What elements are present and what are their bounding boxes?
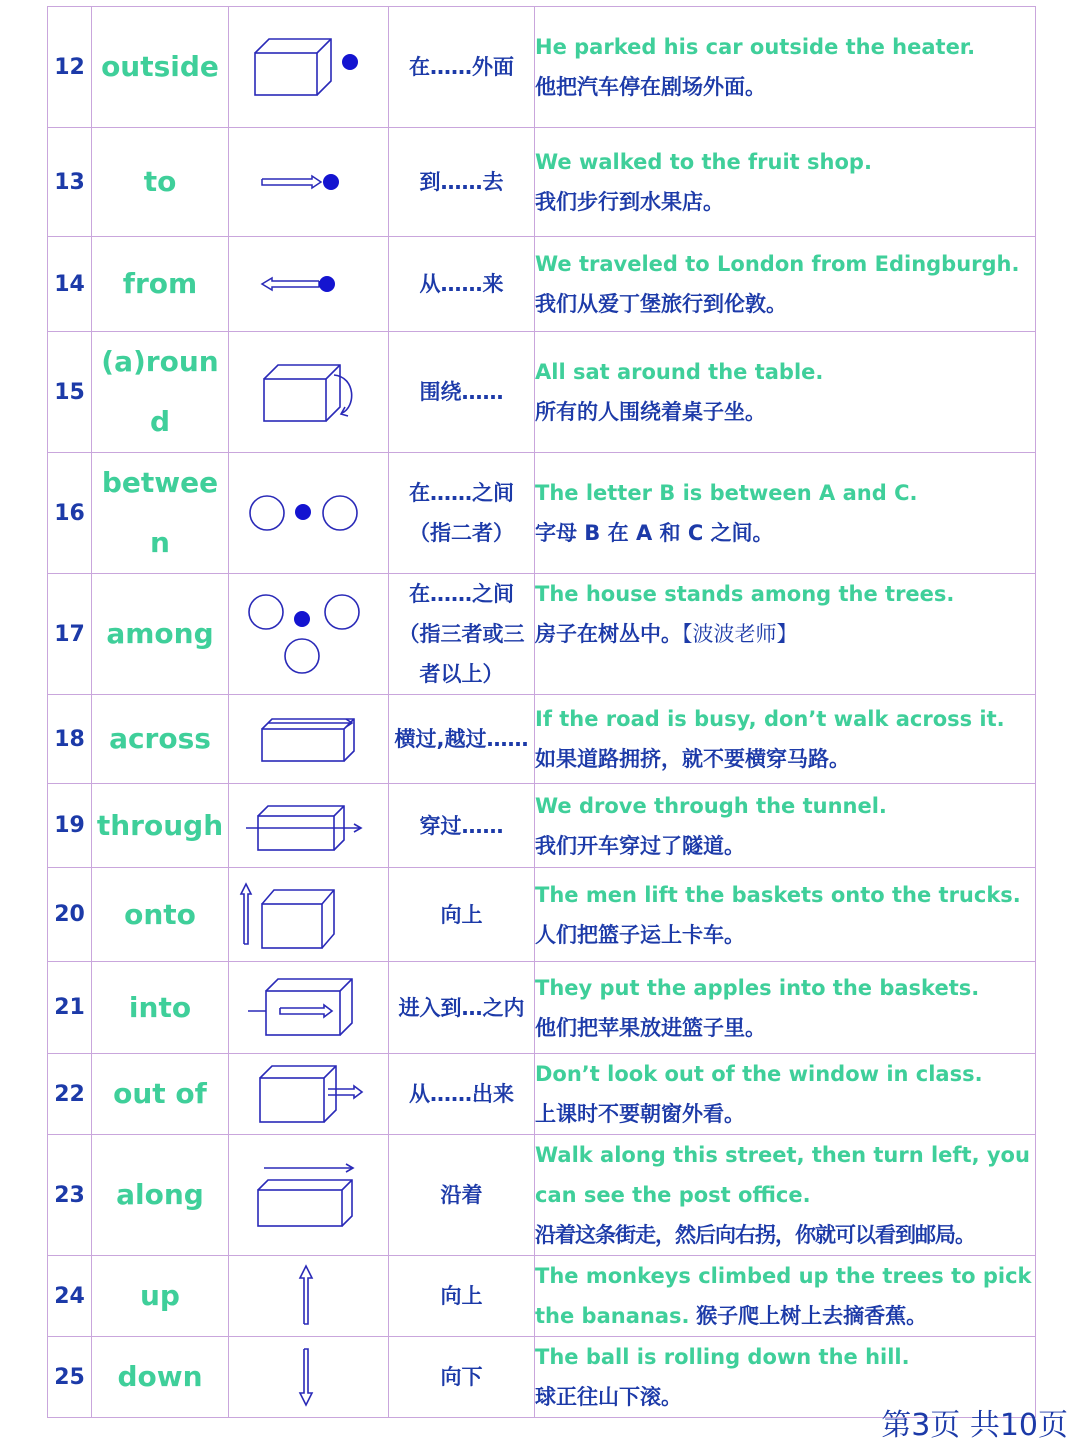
preposition-word: through [92,784,229,868]
example-cell [535,332,1036,453]
preposition-word: into [92,962,229,1054]
up-arrow-onto-box-icon [234,880,384,950]
table-row [48,1054,1036,1135]
chinese-example: 如果道路拥挤，就不要横穿马路。 [535,747,850,771]
table-row [48,128,1036,237]
diagram-outside [229,7,389,128]
example-cell [535,453,1036,574]
diagram-out-of [229,1054,389,1135]
row-number: 14 [48,237,92,332]
table-row [48,784,1036,868]
table-row [48,237,1036,332]
preposition-word: (a)round [92,332,229,453]
english-example: Don’t look out of the window in class. [535,1062,983,1086]
table-row [48,453,1036,574]
chinese-meaning: 在……之间（指二者） [389,453,535,574]
english-example: They put the apples into the baskets. [535,975,980,1000]
preposition-word: between [92,453,229,574]
page-number: 第3页 共10页 [881,1408,1068,1443]
table-row [48,332,1036,453]
chinese-meaning: 向上 [389,868,535,962]
english-example: Walk along this street, then turn left, you can see the post office. [535,1143,1030,1207]
table-row [48,1135,1036,1256]
row-number: 17 [48,574,92,695]
chinese-example: 上课时不要朝窗外看。 [535,1102,745,1126]
chinese-meaning: 到……去 [389,128,535,237]
example-cell [535,695,1036,784]
teacher-note: 【波波老师】 [682,622,798,646]
chinese-meaning: 从……来 [389,237,535,332]
diagram-to [229,128,389,237]
example-cell [535,868,1036,962]
row-number: 16 [48,453,92,574]
table-row [48,962,1036,1054]
row-number: 23 [48,1135,92,1256]
diagram-into [229,962,389,1054]
preposition-word: among [92,574,229,695]
english-example: The monkeys climbed up the trees to pick the bananas. [535,1264,1032,1328]
row-number: 13 [48,128,92,237]
diagram-down [229,1337,389,1418]
chinese-example: 我们从爱丁堡旅行到伦敦。 [535,292,787,316]
preposition-word: from [92,237,229,332]
row-number: 24 [48,1256,92,1337]
preposition-word: up [92,1256,229,1337]
diagram-along [229,1135,389,1256]
english-example: The letter B is between A and C. [535,481,918,505]
preposition-word: to [92,128,229,237]
preposition-word: down [92,1337,229,1418]
chinese-meaning: 横过,越过…… [389,695,535,784]
table-row [48,7,1036,128]
english-example: The ball is rolling down the hill. [535,1345,910,1369]
chinese-meaning: 在……之间（指三者或三者以上） [389,574,535,695]
preposition-word: across [92,695,229,784]
arrow-from-dot-icon [234,264,384,304]
example-cell [535,574,1036,695]
english-example: We drove through the tunnel. [535,793,887,818]
row-number: 15 [48,332,92,453]
example-cell [535,237,1036,332]
diagram-among [229,574,389,695]
down-arrow-icon [234,1345,384,1409]
english-example: He parked his car outside the heater. [535,35,976,59]
row-number: 21 [48,962,92,1054]
preposition-word: out of [92,1054,229,1135]
preposition-word: onto [92,868,229,962]
chinese-example: 字母 B 在 A 和 C 之间。 [535,521,774,545]
dot-among-circles-icon [234,589,384,679]
example-cell [535,962,1036,1054]
chinese-example: 他把汽车停在剧场外面。 [535,75,766,99]
diagram-up [229,1256,389,1337]
chinese-example-line [535,614,1035,654]
chinese-example: 人们把篮子运上卡车。 [535,922,745,947]
chinese-meaning: 围绕…… [389,332,535,453]
diagram-onto [229,868,389,962]
chinese-meaning: 从……出来 [389,1054,535,1135]
chinese-meaning: 向下 [389,1337,535,1418]
chinese-example: 我们开车穿过了隧道。 [535,833,745,858]
row-number: 25 [48,1337,92,1418]
diagram-across [229,695,389,784]
preposition-word: along [92,1135,229,1256]
chinese-meaning: 向上 [389,1256,535,1337]
row-number: 22 [48,1054,92,1135]
preposition-table [47,6,1036,1418]
chinese-example: 我们步行到水果店。 [535,190,724,214]
example-cell [535,784,1036,868]
arrow-out-of-box-icon [234,1062,384,1126]
chinese-example: 他们把苹果放进篮子里。 [535,1015,766,1040]
arrow-to-dot-icon [234,162,384,202]
arrow-along-box-icon [234,1160,384,1230]
table-row [48,574,1036,695]
english-example: The men lift the baskets onto the trucks. [535,882,1021,907]
box-dot-outside-icon [234,32,384,102]
table-row [48,695,1036,784]
english-example: We walked to the fruit shop. [535,150,872,174]
diagram-between [229,453,389,574]
chinese-example: 所有的人围绕着桌子坐。 [535,400,766,424]
example-cell [535,1135,1036,1256]
chinese-meaning: 进入到…之内 [389,962,535,1054]
chinese-example: 房子在树丛中。 [535,622,682,646]
english-example: If the road is busy, don’t walk across it. [535,707,1005,731]
example-cell [535,1054,1036,1135]
up-arrow-icon [234,1264,384,1328]
chinese-meaning: 沿着 [389,1135,535,1256]
row-number: 12 [48,7,92,128]
row-number: 20 [48,868,92,962]
chinese-example: 沿着这条街走，然后向右拐，你就可以看到邮局。 [535,1223,975,1247]
box-around-arrow-icon [234,357,384,427]
english-example: The house stands among the trees. [535,582,955,606]
example-cell [535,128,1036,237]
dot-between-circles-icon [234,488,384,538]
chinese-meaning: 穿过…… [389,784,535,868]
example-cell [535,1256,1036,1337]
diagram-around [229,332,389,453]
chinese-example: 猴子爬上树上去摘香蕉。 [696,1304,928,1328]
diagram-from [229,237,389,332]
row-number: 18 [48,695,92,784]
table-row [48,868,1036,962]
chinese-example: 球正往山下滚。 [535,1385,682,1409]
box-across-arrow-icon [234,711,384,767]
example-cell [535,7,1036,128]
english-example: We traveled to London from Edingburgh. [535,252,1020,276]
arrow-into-box-icon [234,975,384,1041]
diagram-through [229,784,389,868]
table-row [48,1256,1036,1337]
row-number: 19 [48,784,92,868]
english-example: All sat around the table. [535,360,824,384]
preposition-word: outside [92,7,229,128]
chinese-meaning: 在……外面 [389,7,535,128]
arrow-through-box-icon [234,798,384,854]
